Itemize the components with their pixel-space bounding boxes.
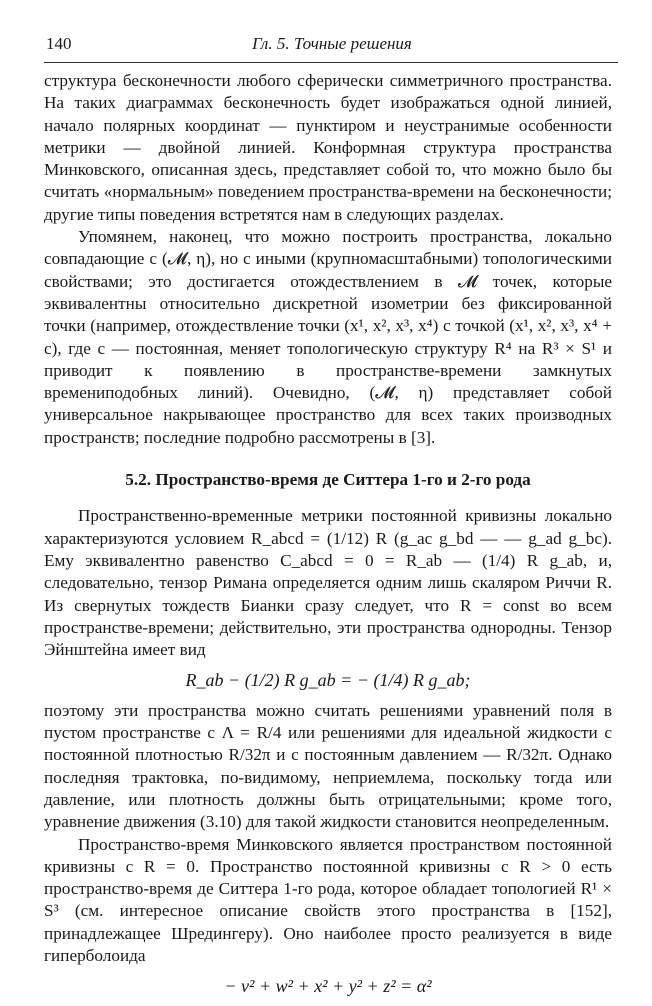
page-body xyxy=(44,70,612,1006)
page xyxy=(44,28,612,997)
paragraph-1: структура бесконечности любого сферически симметричного пространства. На таких диаграммах бесконечность будет изображаться одной линией, начало полярных координат — пунктиром и неустранимые особенности метрики — двойной линией. Конформная структура пространства Минковского, описанная здесь, представляет собой то, что можно было бы считать «нормальным» поведением пространства-времени на бесконечности; другие типы поведения встретятся нам в следующих разделах. xyxy=(44,71,612,224)
paragraph-3: Пространственно-временные метрики постоянной кривизны локально характеризуются условием R_abcd = (1/12) R (g_ac g_bd — — g_ad g_bc). Ему эквивалентно равенство C_abcd = 0 = R_ab — (1/4) R g_ab, и, следовательно, тензор Римана определяется одним лишь скаляром Риччи R. Из свернутых тождеств Бианки сразу следует, что R = const во всем пространстве-времени; действительно, эти пространства однородны. Тензор Эйнштейна имеет вид xyxy=(44,506,612,660)
paragraph-2: Упомянем, наконец, что можно построить пространства, локально совпадающие с (𝓜, η), но с иными (крупномасштабными) топологическими свойствами; это достигается отождествлением в 𝓜 точек, которые эквивалентны относительно дискретной изометрии без фиксированной точки (например, отождествление точки (x¹, x², x³, x⁴) с точкой (x¹, x², x³, x⁴ + c), где c — постоянная, меняет топологическую структуру R⁴ на R³ × S¹ и приводит к появлению в пространстве-времени замкнутых времениподобных линий). Очевидно, (𝓜, η) представляет собой универсальное накрывающее пространство для всех таких производных пространств; последние подробно рассмотрены в [3]. xyxy=(44,227,612,447)
paragraph-4: поэтому эти пространства можно считать решениями уравнений поля в пустом пространстве с Λ = R/4 или решениями для идеальной жидкости с постоянной плотностью R/32π и с постоянным давлением — R/32π. Однако последняя трактовка, по-видимому, неприемлема, поскольку тогда или давление, или плотность должны быть отрицательными; кроме того, уравнение движения (3.10) для такой жидкости становится неопределенным. xyxy=(44,700,612,832)
paragraph-5: Пространство-время Минковского является пространством постоянной кривизны с R = 0. Пространство постоянной кривизны с R > 0 есть пространство-время де Ситтера 1-го рода, которое обладает топологией R¹ × S³ (см. интересное описание свойств этого пространства в [152], принадлежащее Шредингеру). Оно наиболее просто реализуется в виде гиперболоида xyxy=(44,834,612,965)
page-number: 140 xyxy=(46,34,72,53)
page-header xyxy=(46,28,612,58)
header-rule xyxy=(44,62,618,63)
running-title: Гл. 5. Точные решения xyxy=(252,34,412,53)
equation-einstein-tensor: R_ab − (1/2) R g_ab = − (1/4) R g_ab; xyxy=(185,670,471,691)
equation-hyperboloid: − v² + w² + x² + y² + z² = α² xyxy=(224,976,432,997)
section-heading: 5.2. Пространство-время де Ситтера 1-го и 2-го рода xyxy=(125,470,531,490)
